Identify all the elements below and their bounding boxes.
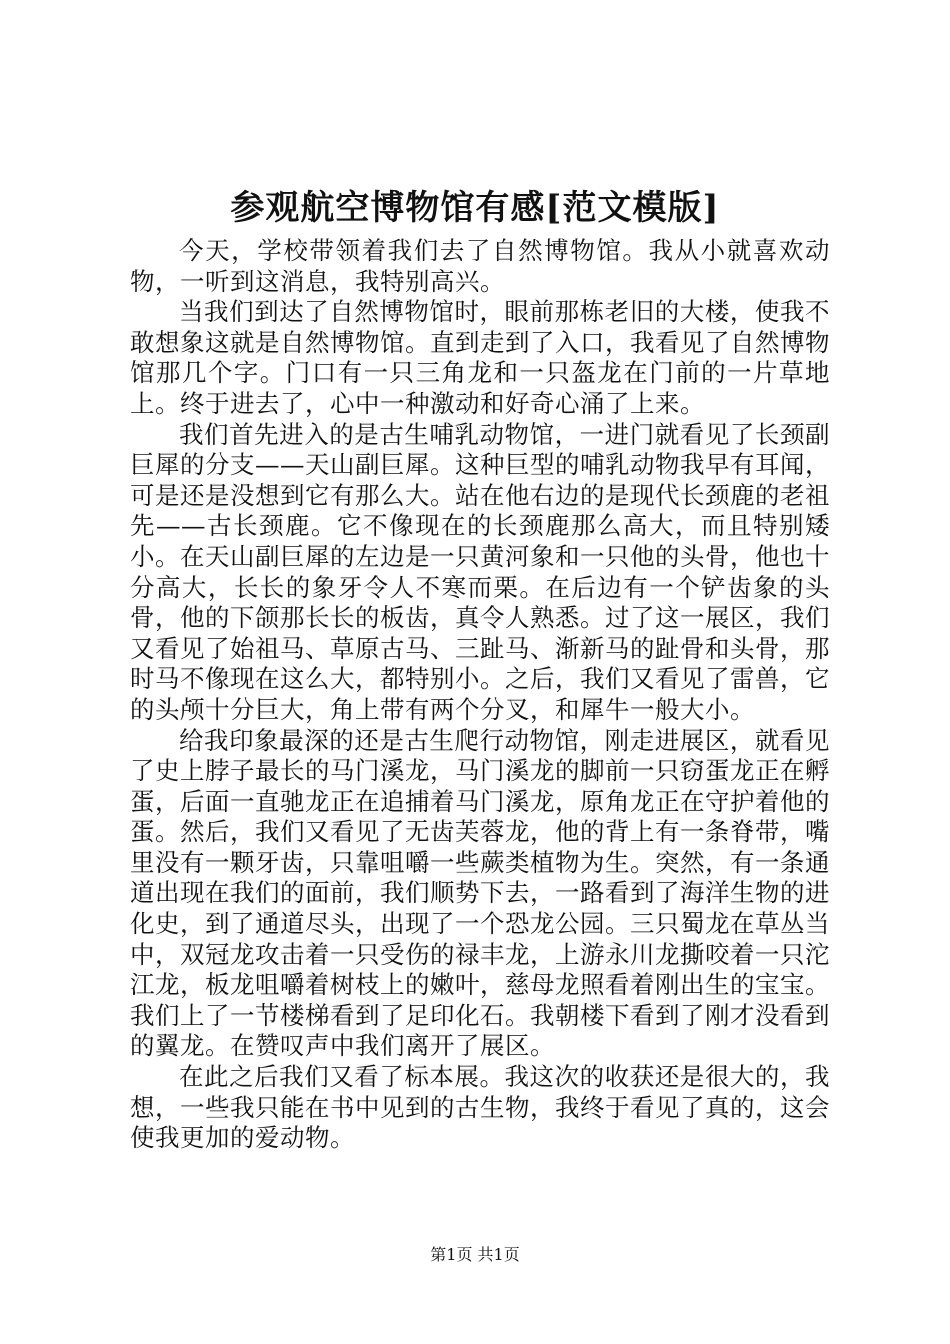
- paragraph-3: 我们首先进入的是古生哺乳动物馆，一进门就看见了长颈副巨犀的分支——天山副巨犀。这种巨型的哺乳动物我早有耳闻，可是还是没想到它有那么大。站在他右边的是现代长颈鹿的老祖先——古长颈鹿。它不像现在的长颈鹿那么高大，而且特别矮小。在天山副巨犀的左边是一只黄河象和一只他的头骨，他也十分高大，长长的象牙令人不寒而栗。在后边有一个铲齿象的头骨，他的下颌那长长的板齿，真令人熟悉。过了这一展区，我们又看见了始祖马、草原古马、三趾马、渐新马的趾骨和头骨，那时马不像现在这么大，都特别小。之后，我们又看见了雷兽，它的头颅十分巨大，角上带有两个分叉，和犀牛一般大小。: [130, 419, 830, 724]
- paragraph-5: 在此之后我们又看了标本展。我这次的收获还是很大的，我想，一些我只能在书中见到的古生物，我终于看见了真的，这会使我更加的爱动物。: [130, 1062, 830, 1153]
- document-body: [130, 236, 830, 1154]
- page-footer: 第1页 共1页: [430, 1245, 520, 1264]
- paragraph-1: 今天，学校带领着我们去了自然博物馆。我从小就喜欢动物，一听到这消息，我特别高兴。: [130, 236, 830, 296]
- document-title: 参观航空博物馆有感[范文模版]: [230, 188, 720, 228]
- paragraph-2: 当我们到达了自然博物馆时，眼前那栋老旧的大楼，使我不敢想象这就是自然博物馆。直到走到了入口，我看见了自然博物馆那几个字。门口有一只三角龙和一只盔龙在门前的一片草地上。终于进去了，心中一种激动和好奇心涌了上来。: [130, 297, 830, 418]
- paragraph-4: 给我印象最深的还是古生爬行动物馆，刚走进展区，就看见了史上脖子最长的马门溪龙，马门溪龙的脚前一只窃蛋龙正在孵蛋，后面一直驰龙正在追捕着马门溪龙，原角龙正在守护着他的蛋。然后，我们又看见了无齿芙蓉龙，他的背上有一条脊带，嘴里没有一颗牙齿，只靠咀嚼一些蕨类植物为生。突然，有一条通道出现在我们的面前，我们顺势下去，一路看到了海洋生物的进化史，到了通道尽头，出现了一个恐龙公园。三只蜀龙在草丛当中，双冠龙攻击着一只受伤的禄丰龙，上游永川龙撕咬着一只沱江龙，板龙咀嚼着树枝上的嫩叶，慈母龙照看着刚出生的宝宝。我们上了一节楼梯看到了足印化石。我朝楼下看到了刚才没看到的翼龙。在赞叹声中我们离开了展区。: [130, 725, 830, 1061]
